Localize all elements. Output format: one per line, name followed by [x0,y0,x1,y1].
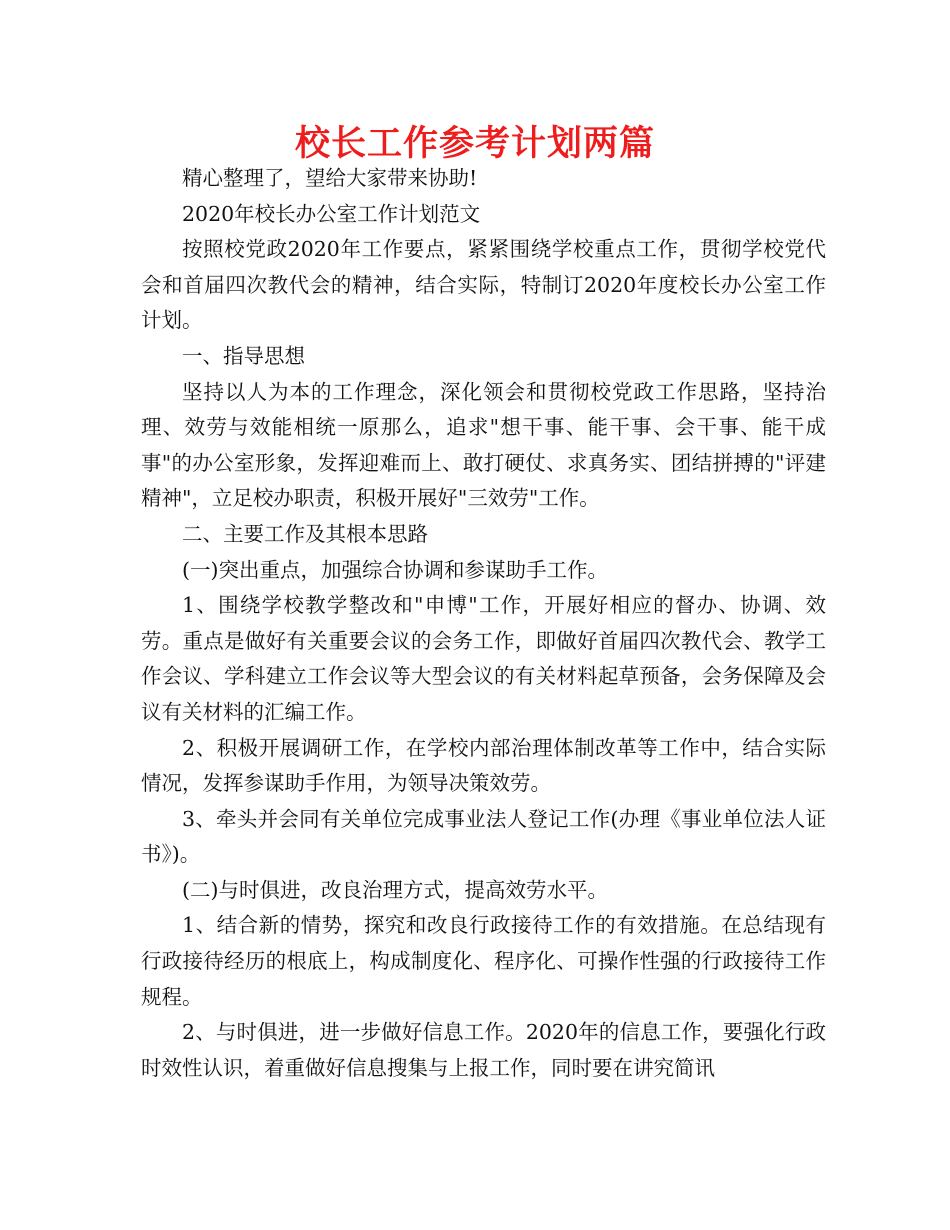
subsection-heading: (一)突出重点，加强综合协调和参谋助手工作。 [182,557,608,582]
document-title: 校长工作参考计划两篇 [294,124,655,164]
paragraph: 精心整理了，望给大家带来协助! [182,166,478,190]
paragraph: 3、牵头并会同有关单位完成事业法人登记工作(办理《事业单位法人证书》)。 [141,806,826,867]
paragraph: 按照校党政2020年工作要点，紧紧围绕学校重点工作，贯彻学校党代会和首届四次教代会的精神，结合实际，特制订2020年度校长办公室工作计划。 [141,237,826,333]
paragraph: 2、与时俱进，进一步做好信息工作。2020年的信息工作，要强化行政时效性认识，着重做好信息搜集与上报工作，同时要在讲究简讯 [141,1020,826,1080]
document-body [141,161,826,1086]
paragraph: 1、围绕学校教学整改和"申博"工作，开展好相应的督办、协调、效劳。重点是做好有关重要会议的会务工作，即做好首届四次教代会、教学工作会议、学科建立工作会议等大型会议的有关材料起草预备，会务保障及会议有关材料的汇编工作。 [141,593,826,724]
paragraph: 2、积极开展调研工作，在学校内部治理体制改革等工作中，结合实际情况，发挥参谋助手作用，为领导决策效劳。 [141,735,826,796]
paragraph: 2020年校长办公室工作计划范文 [182,201,481,226]
section-heading: 二、主要工作及其根本思路 [182,521,428,546]
paragraph: 坚持以人为本的工作理念，深化领会和贯彻校党政工作思路，坚持治理、效劳与效能相统一原那么，追求"想干事、能干事、会干事、能干成事"的办公室形象，发挥迎难而上、敢打硬仗、求真务实、团结拼搏的"评建精神"，立足校办职责，积极开展好"三效劳"工作。 [141,379,826,511]
paragraph: 1、结合新的情势，探究和改良行政接待工作的有效措施。在总结现有行政接待经历的根底上，构成制度化、程序化、可操作性强的行政接待工作规程。 [141,913,826,1009]
subsection-heading: (二)与时俱进，改良治理方式，提高效劳水平。 [182,877,608,902]
section-heading: 一、指导思想 [182,343,305,368]
